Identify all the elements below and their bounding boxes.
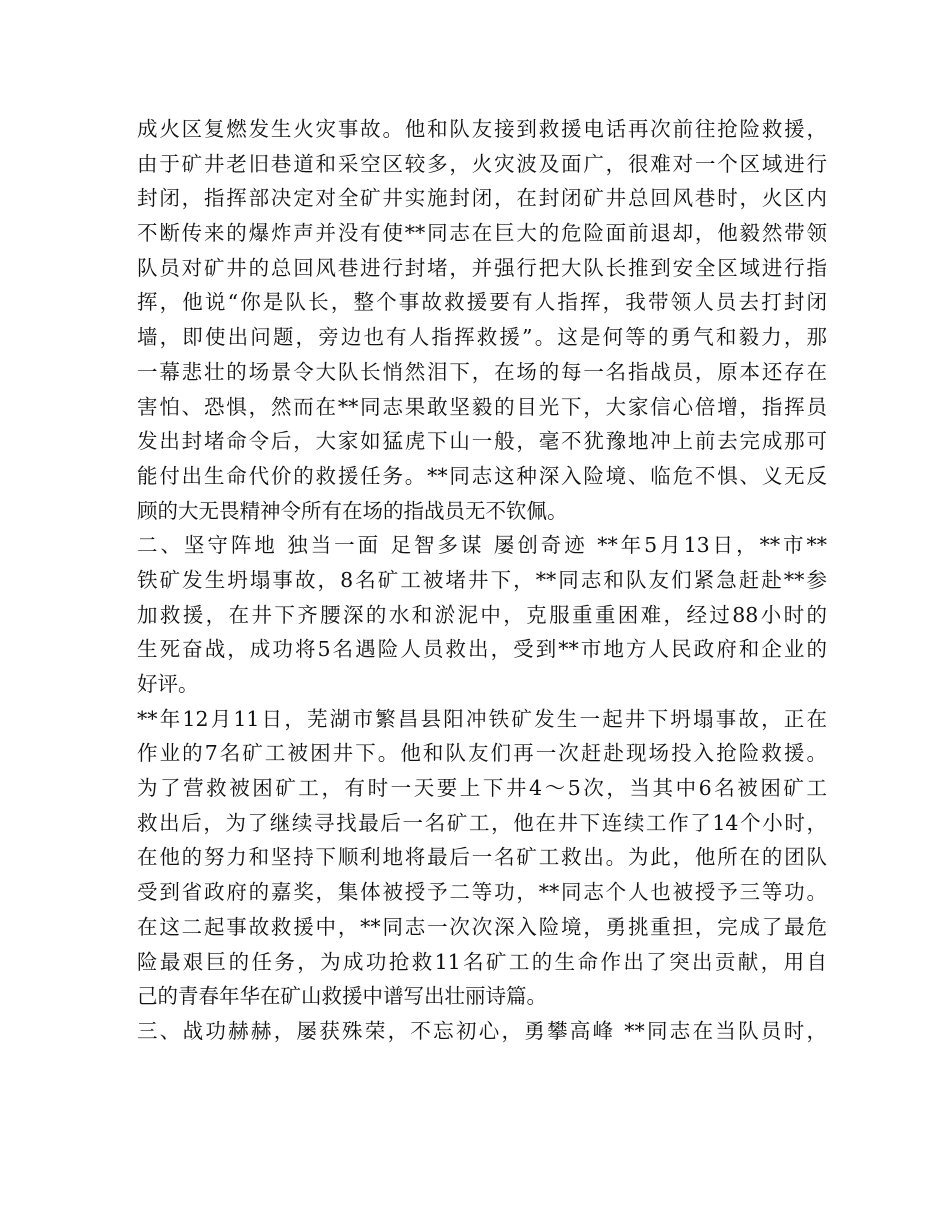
text-line-19: 作业的7名矿工被困井下。他和队友们再一次赶赴现场投入抢险救援。 bbox=[137, 741, 827, 766]
text-line-6: 挥，他说“你是队长，整个事故救援要有人指挥，我带领人员去打封闭 bbox=[137, 290, 827, 315]
text-line-24: 在这二起事故救援中，**同志一次次深入险境，勇挑重担，完成了最危 bbox=[137, 914, 827, 939]
text-line-18: **年12月11日，芜湖市繁昌县阳冲铁矿发生一起井下坍塌事故，正在 bbox=[137, 706, 827, 731]
text-line-22: 在他的努力和坚持下顺利地将最后一名矿工救出。为此，他所在的团队 bbox=[137, 845, 827, 870]
body-text bbox=[137, 112, 827, 1049]
text-line-3: 封闭，指挥部决定对全矿井实施封闭，在封闭矿井总回风巷时，火区内 bbox=[137, 186, 827, 211]
text-line-1: 成火区复燃发生火灾事故。他和队友接到救援电话再次前往抢险救援， bbox=[137, 117, 827, 141]
text-line-10: 发出封堵命令后，大家如猛虎下山一般，毫不犹豫地冲上前去完成那可 bbox=[137, 429, 827, 454]
section-heading-2: 二、坚守阵地 独当一面 足智多谋 屡创奇迹 **年5月13日，**市** bbox=[137, 533, 827, 558]
section-heading-3: 三、战功赫赫，屡获殊荣，不忘初心，勇攀高峰 **同志在当队员时， bbox=[137, 1018, 827, 1043]
text-line-21: 救出后，为了继续寻找最后一名矿工，他在井下连续工作了14个小时， bbox=[137, 810, 827, 835]
text-line-5: 队员对矿井的总回风巷进行封堵，并强行把大队长推到安全区域进行指 bbox=[137, 255, 827, 280]
text-line-17: 好评。 bbox=[137, 672, 199, 696]
text-line-25: 险最艰巨的任务，为成功抢救11名矿工的生命作出了突出贡献，用自 bbox=[137, 949, 827, 974]
text-line-20: 为了营救被困矿工，有时一天要上下井4～5次，当其中6名被困矿工 bbox=[137, 776, 827, 801]
text-line-26: 己的青春年华在矿山救援中谱写出壮丽诗篇。 bbox=[137, 984, 547, 1009]
text-line-7: 墙，即使出问题，旁边也有人指挥救援”。这是何等的勇气和毅力，那 bbox=[137, 325, 827, 350]
text-line-12: 顾的大无畏精神令所有在场的指战员无不钦佩。 bbox=[137, 498, 568, 523]
text-line-16: 生死奋战，成功将5名遇险人员救出，受到**市地方人民政府和企业的 bbox=[137, 637, 827, 662]
text-line-15: 加救援，在井下齐腰深的水和淤泥中，克服重重困难，经过88小时的 bbox=[137, 602, 827, 627]
text-line-4: 不断传来的爆炸声并没有使**同志在巨大的危险面前退却，他毅然带领 bbox=[137, 221, 827, 246]
text-line-23: 受到省政府的嘉奖，集体被授予二等功，**同志个人也被授予三等功。 bbox=[137, 880, 827, 905]
text-line-11: 能付出生命代价的救援任务。**同志这种深入险境、临危不惧、义无反 bbox=[137, 463, 827, 488]
text-line-14: 铁矿发生坍塌事故，8名矿工被堵井下，**同志和队友们紧急赶赴**参 bbox=[137, 567, 827, 592]
text-line-8: 一幕悲壮的场景令大队长悄然泪下，在场的每一名指战员，原本还存在 bbox=[137, 359, 827, 384]
text-line-2: 由于矿井老旧巷道和采空区较多，火灾波及面广，很难对一个区域进行 bbox=[137, 151, 827, 176]
text-line-9: 害怕、恐惧，然而在**同志果敢坚毅的目光下，大家信心倍增，指挥员 bbox=[137, 394, 827, 419]
